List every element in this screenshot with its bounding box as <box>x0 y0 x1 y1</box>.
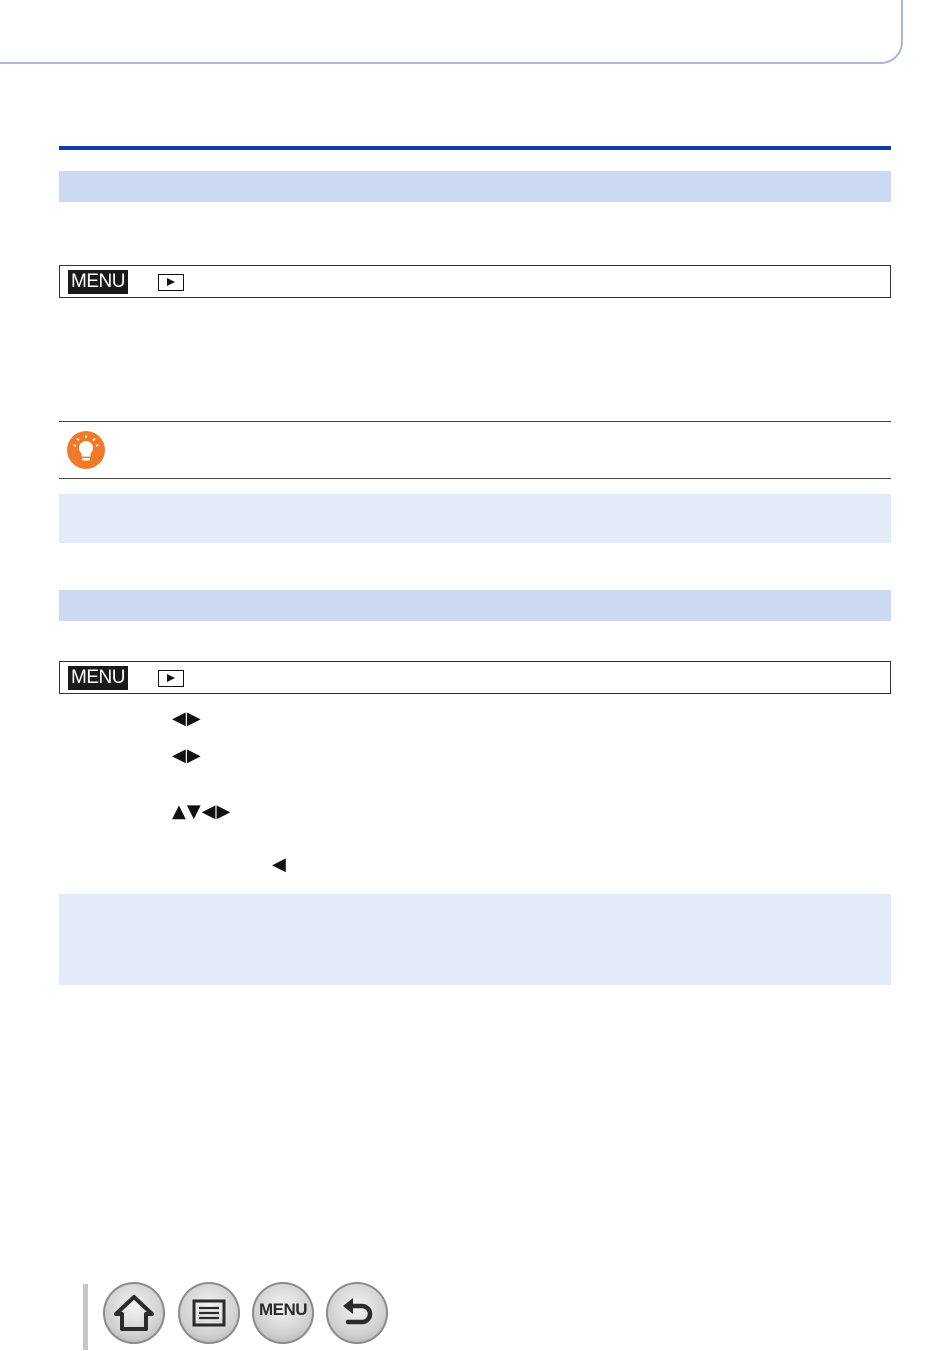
tip-bottom-rule <box>59 478 891 479</box>
home-icon <box>103 1282 165 1344</box>
section-rule <box>59 146 891 150</box>
menu-path-1 <box>59 265 891 298</box>
lightbulb-tip-icon <box>66 430 106 470</box>
page-header-frame <box>0 0 903 64</box>
home-button[interactable] <box>103 1282 165 1344</box>
section-heading-band-1 <box>59 171 891 202</box>
left-right-arrows: ◀▶ <box>172 708 202 729</box>
list-icon <box>178 1282 240 1344</box>
back-arrow-icon <box>326 1282 388 1344</box>
back-button[interactable] <box>326 1282 388 1344</box>
note-box-2 <box>59 894 891 985</box>
contents-button[interactable] <box>178 1282 240 1344</box>
playback-menu-icon <box>158 274 184 291</box>
nav-divider-bar <box>83 1284 88 1350</box>
cursor-arrows: ▲▼◀▶ <box>172 801 232 822</box>
menu-button[interactable] <box>252 1282 314 1344</box>
menu-path-2 <box>59 661 891 694</box>
left-arrow: ◀ <box>272 854 287 875</box>
section-heading-band-2 <box>59 590 891 621</box>
menu-badge: MENU <box>68 270 128 294</box>
menu-button-label: MENU <box>258 1300 308 1319</box>
playback-menu-icon <box>158 670 184 687</box>
tip-top-rule <box>59 421 891 422</box>
left-right-arrows: ◀▶ <box>172 745 202 766</box>
menu-badge: MENU <box>68 666 128 690</box>
note-box-1 <box>59 494 891 543</box>
